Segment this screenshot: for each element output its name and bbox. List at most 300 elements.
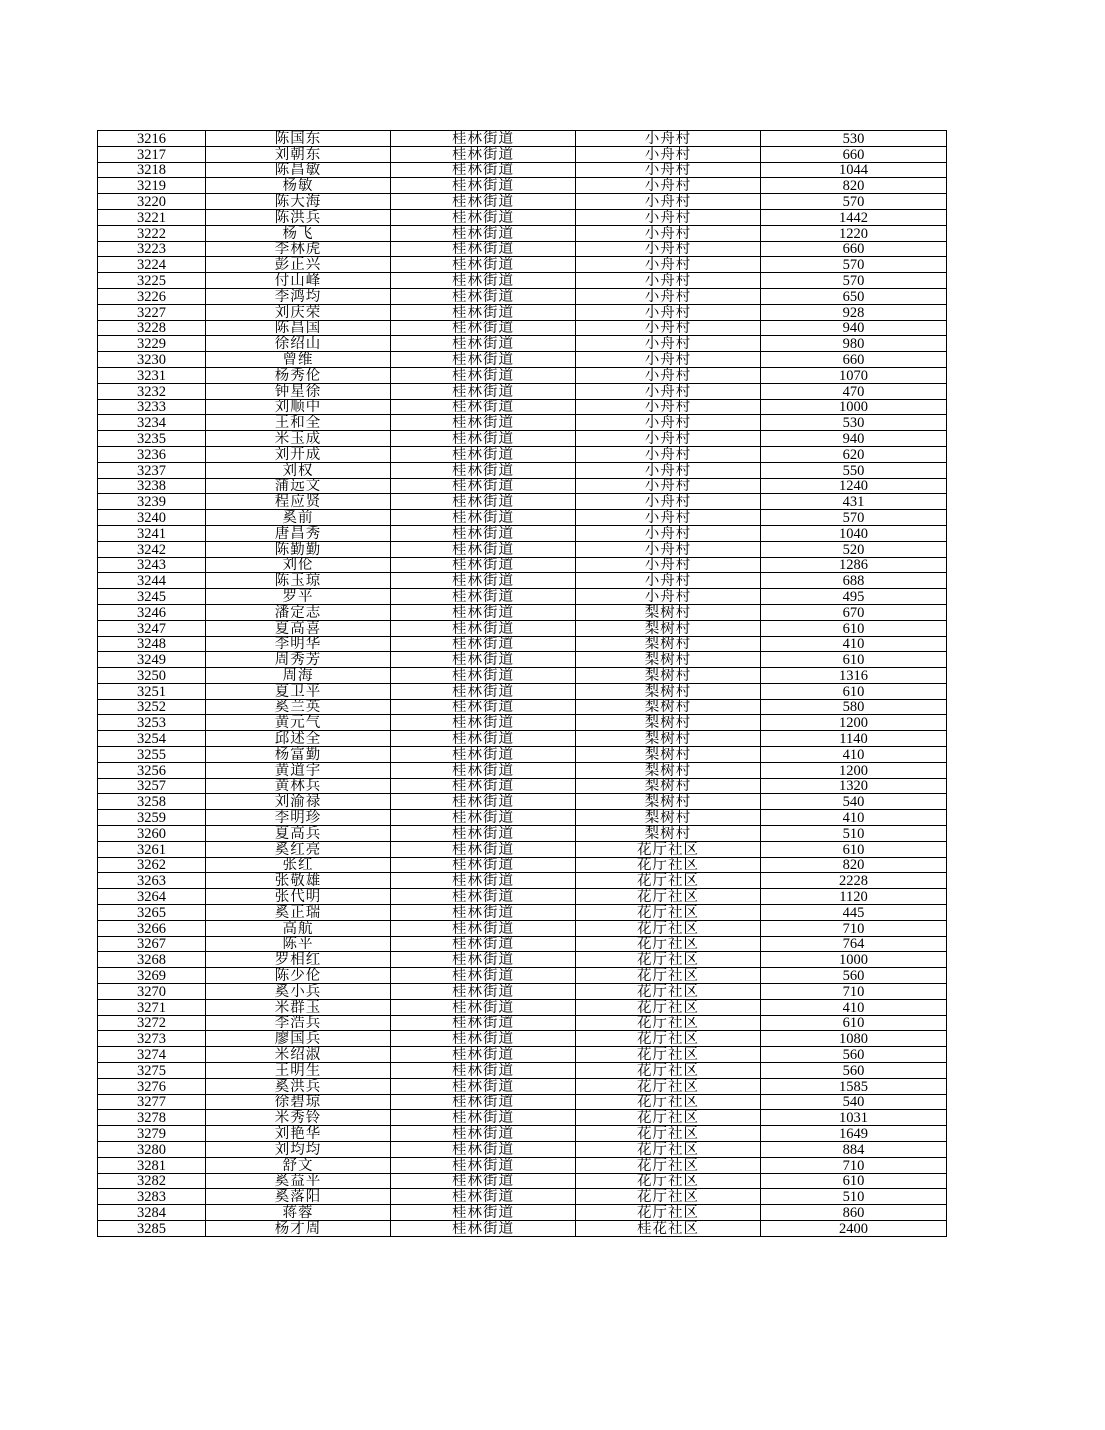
village-cell: 花厅社区 [576,1015,761,1031]
village-cell: 花厅社区 [576,968,761,984]
name-cell: 李林虎 [206,241,391,257]
table-row [98,510,947,526]
table-row [98,446,947,462]
street-cell: 桂林街道 [391,968,576,984]
table-row [98,162,947,178]
table-row [98,1220,947,1236]
table-row [98,209,947,225]
amount-cell: 660 [761,352,947,368]
table-row [98,999,947,1015]
street-cell: 桂林街道 [391,889,576,905]
table-row [98,589,947,605]
row-number-cell: 3249 [98,652,206,668]
village-cell: 梨树村 [576,636,761,652]
street-cell: 桂林街道 [391,352,576,368]
street-cell: 桂林街道 [391,1173,576,1189]
street-cell: 桂林街道 [391,920,576,936]
table-row [98,984,947,1000]
table-row [98,241,947,257]
amount-cell: 410 [761,636,947,652]
row-number-cell: 3285 [98,1220,206,1236]
street-cell: 桂林街道 [391,1126,576,1142]
table-row [98,225,947,241]
amount-cell: 660 [761,146,947,162]
table-row [98,1205,947,1221]
village-cell: 小舟村 [576,573,761,589]
village-cell: 花厅社区 [576,1047,761,1063]
street-cell: 桂林街道 [391,810,576,826]
row-number-cell: 3236 [98,446,206,462]
street-cell: 桂林街道 [391,1157,576,1173]
amount-cell: 2400 [761,1220,947,1236]
row-number-cell: 3225 [98,273,206,289]
name-cell: 刘开成 [206,446,391,462]
village-cell: 小舟村 [576,241,761,257]
name-cell: 杨富勤 [206,747,391,763]
name-cell: 周海 [206,668,391,684]
table-row [98,1094,947,1110]
street-cell: 桂林街道 [391,541,576,557]
row-number-cell: 3232 [98,383,206,399]
village-cell: 梨树村 [576,747,761,763]
name-cell: 刘均均 [206,1142,391,1158]
name-cell: 奚洪兵 [206,1078,391,1094]
village-cell: 花厅社区 [576,920,761,936]
row-number-cell: 3239 [98,494,206,510]
name-cell: 罗平 [206,589,391,605]
name-cell: 蒋蓉 [206,1205,391,1221]
amount-cell: 928 [761,304,947,320]
street-cell: 桂林街道 [391,905,576,921]
street-cell: 桂林街道 [391,699,576,715]
street-cell: 桂林街道 [391,399,576,415]
street-cell: 桂林街道 [391,162,576,178]
table-row [98,826,947,842]
name-cell: 廖国兵 [206,1031,391,1047]
street-cell: 桂林街道 [391,873,576,889]
village-cell: 花厅社区 [576,841,761,857]
name-cell: 李浩兵 [206,1015,391,1031]
table-row [98,794,947,810]
table-row [98,1031,947,1047]
amount-cell: 610 [761,652,947,668]
village-cell: 小舟村 [576,525,761,541]
row-number-cell: 3264 [98,889,206,905]
name-cell: 奚红亮 [206,841,391,857]
village-cell: 小舟村 [576,446,761,462]
name-cell: 高航 [206,920,391,936]
name-cell: 米群玉 [206,999,391,1015]
row-number-cell: 3279 [98,1126,206,1142]
street-cell: 桂林街道 [391,1015,576,1031]
name-cell: 刘艳华 [206,1126,391,1142]
amount-cell: 570 [761,257,947,273]
amount-cell: 570 [761,510,947,526]
village-cell: 小舟村 [576,288,761,304]
table-row [98,194,947,210]
street-cell: 桂林街道 [391,336,576,352]
amount-cell: 431 [761,494,947,510]
row-number-cell: 3231 [98,367,206,383]
row-number-cell: 3276 [98,1078,206,1094]
amount-cell: 1031 [761,1110,947,1126]
amount-cell: 610 [761,620,947,636]
amount-cell: 410 [761,999,947,1015]
name-cell: 陈少伦 [206,968,391,984]
village-cell: 桂花社区 [576,1220,761,1236]
street-cell: 桂林街道 [391,683,576,699]
name-cell: 王明生 [206,1063,391,1079]
table-row [98,604,947,620]
name-cell: 米绍淑 [206,1047,391,1063]
street-cell: 桂林街道 [391,367,576,383]
name-cell: 奚小兵 [206,984,391,1000]
row-number-cell: 3269 [98,968,206,984]
table-row [98,1078,947,1094]
table-row [98,873,947,889]
row-number-cell: 3280 [98,1142,206,1158]
village-cell: 小舟村 [576,478,761,494]
street-cell: 桂林街道 [391,1078,576,1094]
street-cell: 桂林街道 [391,589,576,605]
row-number-cell: 3218 [98,162,206,178]
village-cell: 花厅社区 [576,1110,761,1126]
amount-cell: 560 [761,1063,947,1079]
name-cell: 夏卫平 [206,683,391,699]
village-cell: 小舟村 [576,336,761,352]
village-cell: 梨树村 [576,668,761,684]
amount-cell: 820 [761,178,947,194]
village-cell: 小舟村 [576,162,761,178]
village-cell: 梨树村 [576,731,761,747]
street-cell: 桂林街道 [391,1031,576,1047]
amount-cell: 884 [761,1142,947,1158]
street-cell: 桂林街道 [391,304,576,320]
table-row [98,699,947,715]
row-number-cell: 3252 [98,699,206,715]
name-cell: 夏高喜 [206,620,391,636]
amount-cell: 510 [761,826,947,842]
amount-cell: 610 [761,1015,947,1031]
street-cell: 桂林街道 [391,984,576,1000]
street-cell: 桂林街道 [391,225,576,241]
street-cell: 桂林街道 [391,794,576,810]
amount-cell: 1649 [761,1126,947,1142]
amount-cell: 1000 [761,952,947,968]
village-cell: 花厅社区 [576,936,761,952]
row-number-cell: 3274 [98,1047,206,1063]
table-row [98,478,947,494]
name-cell: 李鸿均 [206,288,391,304]
row-number-cell: 3278 [98,1110,206,1126]
table-row [98,1157,947,1173]
table-row [98,1189,947,1205]
name-cell: 陈大海 [206,194,391,210]
street-cell: 桂林街道 [391,273,576,289]
street-cell: 桂林街道 [391,841,576,857]
village-cell: 小舟村 [576,225,761,241]
amount-cell: 1200 [761,762,947,778]
village-cell: 梨树村 [576,604,761,620]
row-number-cell: 3251 [98,683,206,699]
amount-cell: 550 [761,462,947,478]
amount-cell: 495 [761,589,947,605]
table-row [98,352,947,368]
amount-cell: 1442 [761,209,947,225]
village-cell: 梨树村 [576,683,761,699]
amount-cell: 540 [761,794,947,810]
village-cell: 花厅社区 [576,857,761,873]
row-number-cell: 3219 [98,178,206,194]
street-cell: 桂林街道 [391,510,576,526]
street-cell: 桂林街道 [391,573,576,589]
row-number-cell: 3222 [98,225,206,241]
row-number-cell: 3216 [98,131,206,147]
village-cell: 花厅社区 [576,1189,761,1205]
name-cell: 程应贤 [206,494,391,510]
table-row [98,731,947,747]
name-cell: 刘渝禄 [206,794,391,810]
table-row [98,762,947,778]
village-cell: 小舟村 [576,399,761,415]
street-cell: 桂林街道 [391,415,576,431]
amount-cell: 1044 [761,162,947,178]
roster-table [97,130,947,1237]
street-cell: 桂林街道 [391,1094,576,1110]
village-cell: 小舟村 [576,462,761,478]
amount-cell: 530 [761,415,947,431]
village-cell: 梨树村 [576,620,761,636]
amount-cell: 1000 [761,399,947,415]
row-number-cell: 3257 [98,778,206,794]
row-number-cell: 3234 [98,415,206,431]
row-number-cell: 3226 [98,288,206,304]
table-row [98,1173,947,1189]
row-number-cell: 3235 [98,431,206,447]
name-cell: 李明华 [206,636,391,652]
village-cell: 小舟村 [576,367,761,383]
name-cell: 奚落阳 [206,1189,391,1205]
table-row [98,320,947,336]
table-row [98,131,947,147]
name-cell: 罗相红 [206,952,391,968]
village-cell: 花厅社区 [576,999,761,1015]
amount-cell: 470 [761,383,947,399]
amount-cell: 610 [761,683,947,699]
village-cell: 小舟村 [576,320,761,336]
amount-cell: 820 [761,857,947,873]
name-cell: 奚前 [206,510,391,526]
row-number-cell: 3281 [98,1157,206,1173]
amount-cell: 1140 [761,731,947,747]
table-row [98,778,947,794]
name-cell: 刘顺中 [206,399,391,415]
table-row [98,952,947,968]
name-cell: 陈洪兵 [206,209,391,225]
amount-cell: 580 [761,699,947,715]
table-row [98,288,947,304]
village-cell: 梨树村 [576,778,761,794]
amount-cell: 688 [761,573,947,589]
name-cell: 曾维 [206,352,391,368]
row-number-cell: 3238 [98,478,206,494]
table-row [98,541,947,557]
table-row [98,668,947,684]
table-row [98,1126,947,1142]
name-cell: 唐昌秀 [206,525,391,541]
table-row [98,920,947,936]
name-cell: 刘朝东 [206,146,391,162]
village-cell: 花厅社区 [576,1205,761,1221]
row-number-cell: 3275 [98,1063,206,1079]
row-number-cell: 3256 [98,762,206,778]
row-number-cell: 3259 [98,810,206,826]
street-cell: 桂林街道 [391,1110,576,1126]
name-cell: 李明珍 [206,810,391,826]
village-cell: 梨树村 [576,826,761,842]
row-number-cell: 3248 [98,636,206,652]
table-row [98,1015,947,1031]
name-cell: 徐碧琼 [206,1094,391,1110]
name-cell: 钟星徐 [206,383,391,399]
street-cell: 桂林街道 [391,652,576,668]
village-cell: 花厅社区 [576,873,761,889]
table-row [98,431,947,447]
name-cell: 陈国东 [206,131,391,147]
village-cell: 小舟村 [576,557,761,573]
amount-cell: 1040 [761,525,947,541]
row-number-cell: 3227 [98,304,206,320]
row-number-cell: 3260 [98,826,206,842]
village-cell: 小舟村 [576,178,761,194]
street-cell: 桂林街道 [391,288,576,304]
street-cell: 桂林街道 [391,178,576,194]
village-cell: 小舟村 [576,431,761,447]
street-cell: 桂林街道 [391,826,576,842]
row-number-cell: 3272 [98,1015,206,1031]
amount-cell: 710 [761,1157,947,1173]
amount-cell: 940 [761,431,947,447]
amount-cell: 710 [761,984,947,1000]
row-number-cell: 3246 [98,604,206,620]
table-row [98,936,947,952]
table-row [98,620,947,636]
amount-cell: 1240 [761,478,947,494]
table-row [98,257,947,273]
street-cell: 桂林街道 [391,715,576,731]
street-cell: 桂林街道 [391,1142,576,1158]
village-cell: 小舟村 [576,257,761,273]
table-row [98,1063,947,1079]
row-number-cell: 3273 [98,1031,206,1047]
row-number-cell: 3266 [98,920,206,936]
amount-cell: 764 [761,936,947,952]
village-cell: 花厅社区 [576,1078,761,1094]
amount-cell: 410 [761,810,947,826]
amount-cell: 860 [761,1205,947,1221]
name-cell: 黄元气 [206,715,391,731]
table-row [98,652,947,668]
row-number-cell: 3233 [98,399,206,415]
amount-cell: 530 [761,131,947,147]
street-cell: 桂林街道 [391,209,576,225]
street-cell: 桂林街道 [391,1047,576,1063]
name-cell: 米玉成 [206,431,391,447]
street-cell: 桂林街道 [391,668,576,684]
row-number-cell: 3228 [98,320,206,336]
village-cell: 花厅社区 [576,905,761,921]
name-cell: 黄道宇 [206,762,391,778]
row-number-cell: 3237 [98,462,206,478]
village-cell: 梨树村 [576,652,761,668]
village-cell: 花厅社区 [576,889,761,905]
table-row [98,525,947,541]
street-cell: 桂林街道 [391,241,576,257]
row-number-cell: 3224 [98,257,206,273]
table-row [98,1110,947,1126]
street-cell: 桂林街道 [391,383,576,399]
row-number-cell: 3277 [98,1094,206,1110]
row-number-cell: 3229 [98,336,206,352]
name-cell: 张代明 [206,889,391,905]
row-number-cell: 3271 [98,999,206,1015]
table-row [98,557,947,573]
village-cell: 小舟村 [576,589,761,605]
row-number-cell: 3217 [98,146,206,162]
street-cell: 桂林街道 [391,952,576,968]
amount-cell: 980 [761,336,947,352]
row-number-cell: 3265 [98,905,206,921]
name-cell: 陈勤勤 [206,541,391,557]
amount-cell: 610 [761,841,947,857]
table-row [98,841,947,857]
row-number-cell: 3263 [98,873,206,889]
row-number-cell: 3262 [98,857,206,873]
street-cell: 桂林街道 [391,1205,576,1221]
table-row [98,857,947,873]
amount-cell: 570 [761,194,947,210]
street-cell: 桂林街道 [391,257,576,273]
street-cell: 桂林街道 [391,999,576,1015]
table-row [98,905,947,921]
amount-cell: 445 [761,905,947,921]
amount-cell: 1070 [761,367,947,383]
street-cell: 桂林街道 [391,620,576,636]
row-number-cell: 3230 [98,352,206,368]
row-number-cell: 3245 [98,589,206,605]
village-cell: 小舟村 [576,510,761,526]
amount-cell: 670 [761,604,947,620]
village-cell: 小舟村 [576,352,761,368]
row-number-cell: 3258 [98,794,206,810]
row-number-cell: 3268 [98,952,206,968]
street-cell: 桂林街道 [391,320,576,336]
name-cell: 杨秀伦 [206,367,391,383]
street-cell: 桂林街道 [391,1189,576,1205]
row-number-cell: 3267 [98,936,206,952]
amount-cell: 510 [761,1189,947,1205]
village-cell: 小舟村 [576,273,761,289]
street-cell: 桂林街道 [391,446,576,462]
name-cell: 舒文 [206,1157,391,1173]
row-number-cell: 3241 [98,525,206,541]
village-cell: 小舟村 [576,494,761,510]
row-number-cell: 3247 [98,620,206,636]
village-cell: 小舟村 [576,304,761,320]
street-cell: 桂林街道 [391,146,576,162]
village-cell: 小舟村 [576,146,761,162]
village-cell: 小舟村 [576,131,761,147]
